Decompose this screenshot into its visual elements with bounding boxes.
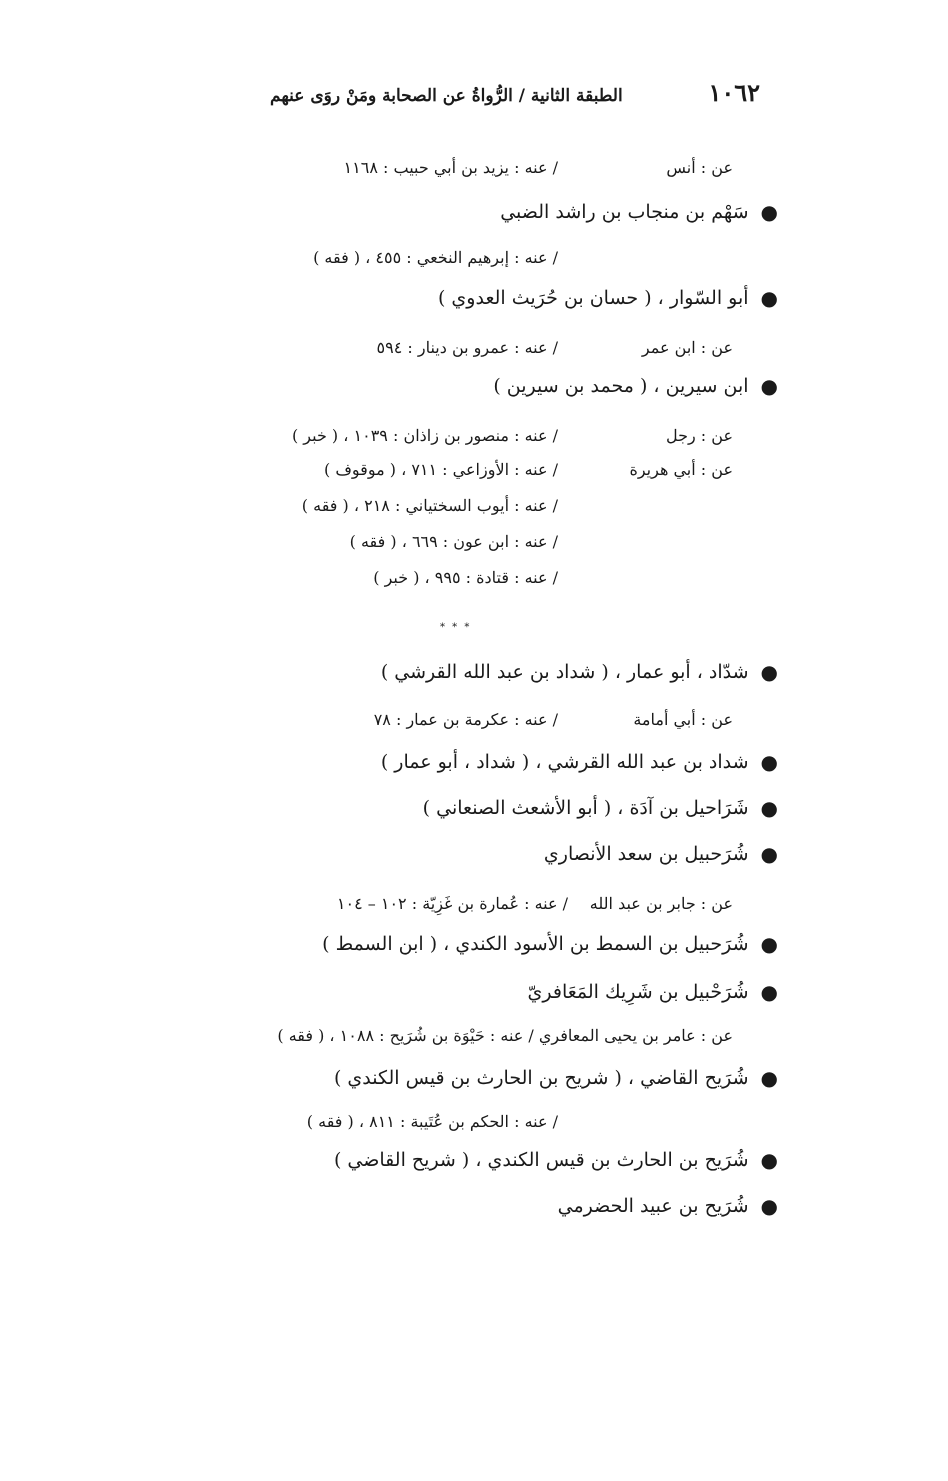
section-separator: * * *	[440, 622, 472, 633]
narrator-name: شدّاد ، أبو عمار ، ( شداد بن عبد الله القرشي )	[380, 661, 749, 683]
bullet-icon: ●	[760, 1194, 778, 1218]
narration-from: عن : رجل	[665, 426, 733, 445]
narration-to: / عنه : إبرهيم النخعي : ٤٥٥ ، ( فقه )	[313, 248, 558, 267]
narrator-name: شُرَحْبيل بن شَرِيك المَعَافريّ	[527, 981, 749, 1003]
narrator-name: شُرَيح بن عبيد الحضرمي	[557, 1195, 749, 1217]
narration-to: / عنه : حَيْوَة بن شُرَيح : ١٠٨٨ ، ( فقه )	[277, 1026, 534, 1045]
narrator-entry	[438, 286, 778, 310]
narrator-entry	[558, 1194, 778, 1218]
narrator-name: شُرَيح بن الحارث بن قيس الكندي ، ( شريح القاضي )	[333, 1149, 749, 1171]
narration-to: / عنه : قتادة : ٩٩٥ ، ( خبر )	[373, 568, 558, 587]
narrator-name: شداد بن عبد الله القرشي ، ( شداد ، أبو عمار )	[380, 751, 749, 773]
bullet-icon: ●	[760, 796, 778, 820]
narrator-name: شَرَاحيل بن آدَة ، ( أبو الأشعث الصنعاني )	[422, 797, 749, 819]
page-number: ١٠٦٢	[708, 78, 760, 107]
bullet-icon: ●	[760, 1066, 778, 1090]
narration-from: عن : جابر بن عبد الله	[589, 894, 733, 913]
narrator-entry	[544, 842, 778, 866]
narration-line	[277, 1026, 733, 1045]
narration-to: / عنه : الأوزاعي : ٧١١ ، ( موقوف )	[323, 460, 558, 479]
narrator-name: شُرَحبيل بن السمط بن الأسود الكندي ، ( ابن السمط )	[322, 933, 749, 955]
narrator-entry	[334, 1148, 778, 1172]
narration-from: عن : أبي هريرة	[629, 460, 733, 479]
narrator-name: شُرَحبيل بن سعد الأنصاري	[543, 843, 749, 865]
bullet-icon: ●	[760, 200, 778, 224]
narration-to: / عنه : ابن عون : ٦٦٩ ، ( فقه )	[349, 532, 558, 551]
narrator-entry	[334, 1066, 778, 1090]
narration-from: عن : أنس	[666, 158, 733, 177]
bullet-icon: ●	[760, 932, 778, 956]
narrator-name: أبو السّوار ، ( حسان بن حُرَيث العدوي )	[437, 287, 749, 309]
bullet-icon: ●	[760, 980, 778, 1004]
narration-from: عن : ابن عمر	[641, 338, 733, 357]
bullet-icon: ●	[760, 1148, 778, 1172]
running-title: الطبقة الثانية / الرُّواةُ عن الصحابة ومَنْ روَى عنهم	[270, 86, 623, 106]
narrator-entry	[381, 750, 778, 774]
narration-from: عن : عامر بن يحيى المعافري	[538, 1026, 733, 1045]
narration-to: / عنه : عمرو بن دينار : ٥٩٤	[376, 338, 558, 357]
narrator-name: سَهْم بن منجاب بن راشد الضبي	[500, 201, 749, 223]
bullet-icon: ●	[760, 750, 778, 774]
narrator-name: شُرَيح القاضي ، ( شريح بن الحارث بن قيس الكندي )	[333, 1067, 749, 1089]
narrator-entry	[322, 932, 778, 956]
narrator-entry	[423, 796, 778, 820]
narration-to: / عنه : الحكم بن عُتَيبة : ٨١١ ، ( فقه )	[306, 1112, 558, 1131]
page-header	[270, 78, 760, 112]
bullet-icon: ●	[760, 842, 778, 866]
narrator-entry	[381, 660, 778, 684]
narration-to: / عنه : منصور بن زاذان : ١٠٣٩ ، ( خبر )	[291, 426, 558, 445]
narrator-entry	[493, 374, 778, 398]
narration-to: / عنه : يزيد بن أبي حبيب : ١١٦٨	[343, 158, 558, 177]
narrator-entry	[528, 980, 778, 1004]
narrator-entry	[500, 200, 778, 224]
bullet-icon: ●	[760, 660, 778, 684]
narration-to: / عنه : عُمارة بن غَزِيّة : ١٠٢ – ١٠٤	[336, 894, 568, 913]
bullet-icon: ●	[760, 286, 778, 310]
narration-to: / عنه : عكرمة بن عمار : ٧٨	[373, 710, 558, 729]
narrator-name: ابن سيرين ، ( محمد بن سيرين )	[493, 375, 749, 397]
narration-to: / عنه : أيوب السختياني : ٢١٨ ، ( فقه )	[301, 496, 558, 515]
narration-from: عن : أبي أمامة	[633, 710, 733, 729]
bullet-icon: ●	[760, 374, 778, 398]
